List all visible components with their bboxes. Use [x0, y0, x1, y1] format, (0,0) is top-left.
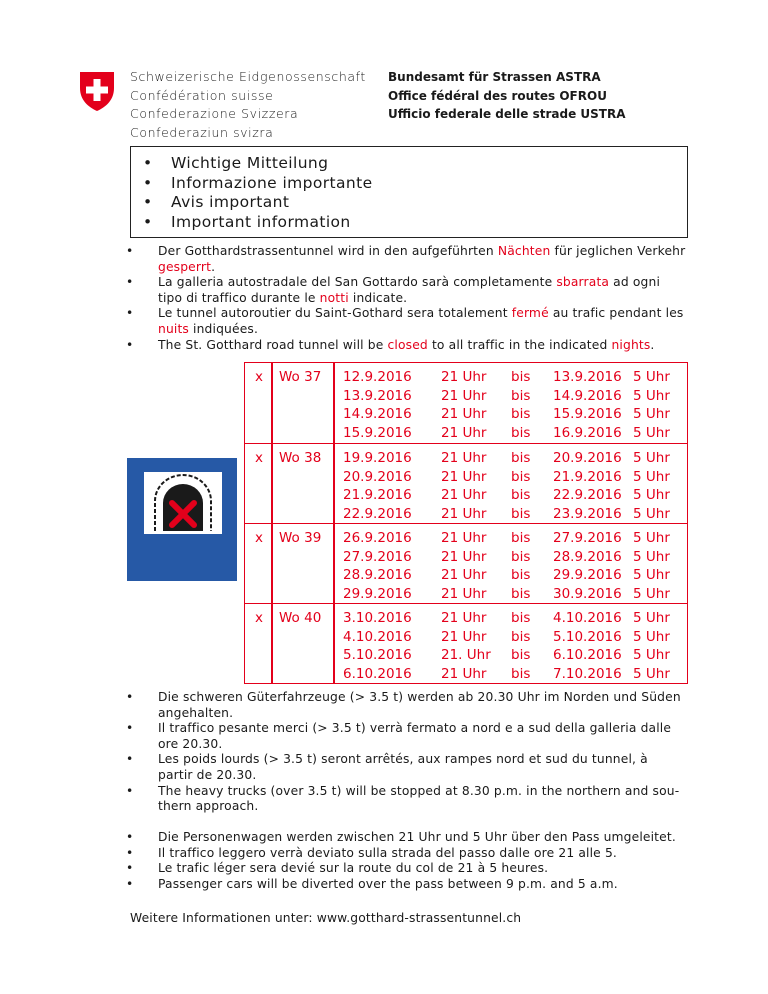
- start-time: 21 Uhr: [441, 468, 487, 485]
- start-time: 21 Uhr: [441, 369, 487, 385]
- schedule-week: [245, 523, 687, 604]
- end-time: 5 Uhr: [633, 665, 670, 682]
- confederation-names: [130, 68, 366, 142]
- highlighted-word: closed: [387, 337, 428, 352]
- start-time: 21 Uhr: [441, 585, 487, 602]
- list-item: • Die Personenwagen werden zwischen 21 Uhr und 5 Uhr über den Pass umgeleitet.: [126, 830, 686, 846]
- text-segment: für jeglichen Verkehr: [550, 244, 686, 258]
- end-time: 5 Uhr: [633, 567, 670, 583]
- column-divider: [271, 604, 273, 684]
- start-date: 4.10.2016: [343, 628, 412, 645]
- list-item: [126, 275, 686, 306]
- office-names: [388, 68, 625, 124]
- office-line: Office fédéral des routes OFROU: [388, 88, 607, 103]
- until-word: bis: [511, 610, 531, 626]
- highlighted-word: nights: [611, 337, 651, 352]
- schedule-week: [245, 443, 687, 524]
- start-time: 21 Uhr: [441, 406, 487, 422]
- start-time: 21 Uhr: [441, 530, 487, 546]
- notice-title: • Wichtige Mitteilung: [143, 154, 373, 174]
- start-time: 21 Uhr: [441, 548, 487, 565]
- end-time: 5 Uhr: [633, 530, 670, 546]
- until-word: bis: [511, 369, 531, 385]
- week-mark: x: [255, 530, 263, 546]
- notice-title: • Informazione importante: [143, 174, 373, 194]
- start-date: 15.9.2016: [343, 424, 412, 441]
- end-date: 28.9.2016: [553, 548, 622, 565]
- highlighted-word: fermé: [511, 306, 549, 321]
- until-word: bis: [511, 665, 531, 682]
- start-date: 26.9.2016: [343, 530, 412, 546]
- end-date: 14.9.2016: [553, 387, 622, 404]
- end-time: 5 Uhr: [633, 406, 670, 422]
- until-word: bis: [511, 585, 531, 602]
- list-item: • Die schweren Güterfahrzeuge (> 3.5 t) werden ab 20.30 Uhr im Norden und Süden angehalten.: [126, 690, 686, 721]
- notice-title: • Avis important: [143, 193, 373, 213]
- end-time: 5 Uhr: [633, 647, 670, 663]
- end-time: 5 Uhr: [633, 585, 670, 602]
- text-segment: The St. Gotthard road tunnel will be: [158, 337, 388, 352]
- until-word: bis: [511, 530, 531, 546]
- schedule-week: [245, 363, 687, 443]
- end-date: 6.10.2016: [553, 647, 622, 663]
- list-item: • Le trafic léger sera devié sur la route du col de 21 à 5 heures.: [126, 861, 686, 877]
- end-date: 15.9.2016: [553, 406, 622, 422]
- column-divider: [333, 524, 335, 604]
- end-time: 5 Uhr: [633, 387, 670, 404]
- week-mark: x: [255, 610, 263, 626]
- text-segment: indicate.: [348, 290, 408, 305]
- start-time: 21 Uhr: [441, 505, 487, 522]
- end-time: 5 Uhr: [633, 424, 670, 441]
- text-segment: ad ogni tipo di traffico durante le: [158, 275, 661, 305]
- confederation-line: Confédération suisse: [130, 87, 274, 103]
- column-divider: [271, 363, 273, 443]
- confederation-line: Schweizerische Eidgenossenschaft: [130, 69, 366, 84]
- text-segment: .: [211, 259, 216, 274]
- week-number: Wo 39: [279, 530, 322, 546]
- end-date: 20.9.2016: [553, 450, 622, 466]
- until-word: bis: [511, 628, 531, 645]
- highlighted-word: sbarrata: [556, 275, 610, 290]
- column-divider: [271, 444, 273, 524]
- text-segment: to all traffic in the indicated: [427, 337, 612, 352]
- end-date: 23.9.2016: [553, 505, 622, 522]
- column-divider: [333, 363, 335, 443]
- end-date: 22.9.2016: [553, 487, 622, 503]
- start-date: 29.9.2016: [343, 585, 412, 602]
- end-time: 5 Uhr: [633, 450, 670, 466]
- list-item: • Il traffico pesante merci (> 3.5 t) verrà fermato a nord e a sud della galleria dalle ore 20.30.: [126, 721, 686, 752]
- start-date: 28.9.2016: [343, 567, 412, 583]
- important-notice-box: [130, 146, 688, 238]
- passenger-cars-list: [126, 830, 686, 892]
- start-date: 3.10.2016: [343, 610, 412, 626]
- list-item: [126, 306, 686, 337]
- end-date: 30.9.2016: [553, 585, 622, 602]
- start-date: 27.9.2016: [343, 548, 412, 565]
- start-time: 21 Uhr: [441, 628, 487, 645]
- week-number: Wo 37: [279, 369, 322, 385]
- confederation-line: Confederaziun svizra: [130, 124, 274, 140]
- list-item: • Passenger cars will be diverted over the pass between 9 p.m. and 5 a.m.: [126, 877, 686, 893]
- column-divider: [333, 444, 335, 524]
- until-word: bis: [511, 387, 531, 404]
- list-item: • Les poids lourds (> 3.5 t) seront arrêtés, aux rampes nord et sud du tunnel, à partir de 20.30.: [126, 752, 686, 783]
- week-mark: x: [255, 450, 263, 466]
- start-date: 5.10.2016: [343, 647, 412, 663]
- confederation-line: Confederazione Svizzera: [130, 106, 299, 121]
- column-divider: [333, 604, 335, 684]
- closure-announcement-list: [126, 244, 686, 353]
- text-segment: Der Gotthardstrassentunnel wird in den aufgeführten: [158, 244, 498, 258]
- until-word: bis: [511, 647, 531, 663]
- tunnel-closed-sign-icon: [127, 458, 237, 581]
- highlighted-word: notti: [319, 290, 349, 305]
- list-item: • Il traffico leggero verrà deviato sulla strada del passo dalle ore 21 alle 5.: [126, 846, 686, 862]
- start-time: 21 Uhr: [441, 387, 487, 404]
- start-date: 13.9.2016: [343, 387, 412, 404]
- text-segment: La galleria autostradale del San Gottardo sarà completamente: [158, 275, 557, 290]
- end-date: 7.10.2016: [553, 665, 622, 682]
- start-date: 19.9.2016: [343, 450, 412, 466]
- end-date: 16.9.2016: [553, 424, 622, 441]
- week-number: Wo 38: [279, 450, 322, 466]
- text-segment: au trafic pendant les: [548, 306, 684, 321]
- until-word: bis: [511, 406, 531, 422]
- closure-schedule-table: [244, 362, 688, 684]
- swiss-shield-icon: [78, 70, 116, 112]
- start-time: 21 Uhr: [441, 610, 487, 626]
- end-date: 27.9.2016: [553, 530, 622, 546]
- start-date: 12.9.2016: [343, 369, 412, 385]
- list-item: [126, 244, 686, 275]
- text-segment: indiquées.: [188, 321, 259, 336]
- highlighted-word: gesperrt: [158, 259, 212, 274]
- start-time: 21. Uhr: [441, 647, 491, 663]
- end-time: 5 Uhr: [633, 468, 670, 485]
- column-divider: [271, 524, 273, 604]
- start-time: 21 Uhr: [441, 450, 487, 466]
- start-time: 21 Uhr: [441, 424, 487, 441]
- end-time: 5 Uhr: [633, 610, 670, 626]
- start-date: 6.10.2016: [343, 665, 412, 682]
- office-line: Bundesamt für Strassen ASTRA: [388, 70, 601, 84]
- start-date: 21.9.2016: [343, 487, 412, 503]
- end-time: 5 Uhr: [633, 505, 670, 522]
- list-item: • The heavy trucks (over 3.5 t) will be stopped at 8.30 p.m. in the northern and sou-thern approach.: [126, 784, 686, 815]
- text-segment: Le tunnel autoroutier du Saint-Gothard sera totalement: [158, 306, 512, 321]
- start-time: 21 Uhr: [441, 567, 487, 583]
- until-word: bis: [511, 468, 531, 485]
- end-date: 21.9.2016: [553, 468, 622, 485]
- highlighted-word: Nächten: [497, 244, 551, 258]
- end-time: 5 Uhr: [633, 548, 670, 565]
- start-time: 21 Uhr: [441, 487, 487, 503]
- footer-more-info: Weitere Informationen unter: www.gotthard-strassentunnel.ch: [130, 911, 522, 925]
- until-word: bis: [511, 487, 531, 503]
- highlighted-word: nuits: [158, 321, 189, 336]
- until-word: bis: [511, 505, 531, 522]
- end-time: 5 Uhr: [633, 369, 670, 385]
- heavy-trucks-list: [126, 690, 686, 815]
- end-date: 29.9.2016: [553, 567, 622, 583]
- text-segment: .: [650, 337, 655, 352]
- week-mark: x: [255, 369, 263, 385]
- schedule-week: [245, 603, 687, 684]
- until-word: bis: [511, 450, 531, 466]
- until-word: bis: [511, 424, 531, 441]
- until-word: bis: [511, 548, 531, 565]
- start-date: 22.9.2016: [343, 505, 412, 522]
- notice-title: • Important information: [143, 213, 373, 233]
- start-date: 14.9.2016: [343, 406, 412, 422]
- start-time: 21 Uhr: [441, 665, 487, 682]
- start-date: 20.9.2016: [343, 468, 412, 485]
- end-date: 13.9.2016: [553, 369, 622, 385]
- end-time: 5 Uhr: [633, 628, 670, 645]
- week-number: Wo 40: [279, 610, 322, 626]
- until-word: bis: [511, 567, 531, 583]
- end-date: 4.10.2016: [553, 610, 622, 626]
- office-line: Ufficio federale delle strade USTRA: [388, 107, 626, 121]
- end-date: 5.10.2016: [553, 628, 622, 645]
- end-time: 5 Uhr: [633, 487, 670, 503]
- list-item: [126, 338, 686, 354]
